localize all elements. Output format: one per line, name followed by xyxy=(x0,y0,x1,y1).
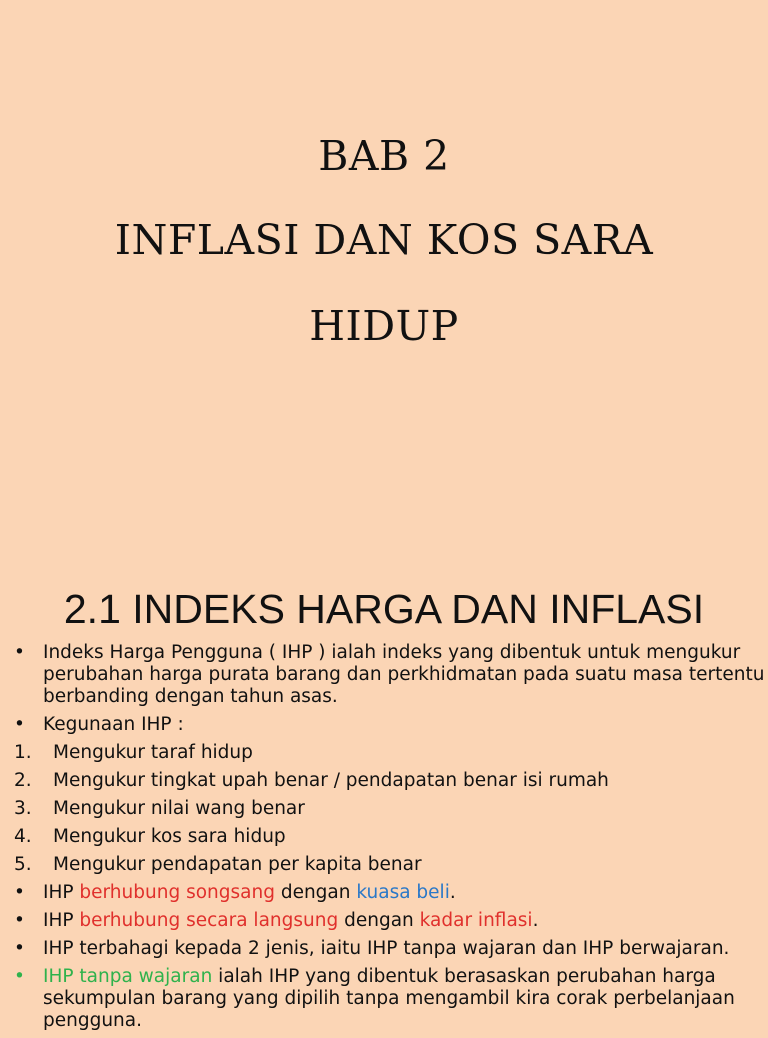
numbered-item xyxy=(0,742,768,764)
item-number: 2. xyxy=(14,770,32,791)
text-plain: dengan xyxy=(274,882,357,903)
numbered-item xyxy=(0,798,768,820)
list-item-text: IHP terbahagi kepada 2 jenis, iaitu IHP tanpa wajaran dan IHP berwajaran. xyxy=(43,938,730,959)
list-item xyxy=(0,966,768,1032)
text-plain: IHP xyxy=(43,882,80,903)
list-item xyxy=(0,882,768,904)
bullet-marker: • xyxy=(14,938,25,959)
content-slide xyxy=(0,560,768,1031)
list-item-text: Kegunaan IHP : xyxy=(43,714,184,735)
numbered-item xyxy=(0,826,768,848)
highlight-green: IHP tanpa wajaran xyxy=(43,966,213,987)
text-plain: ialah IHP yang dibentuk berasaskan perubahan harga sekumpulan barang yang dipilih tanpa mengambil kira corak perbelanjaan pengguna. xyxy=(43,966,735,1031)
highlight-red: kadar inflasi xyxy=(419,910,533,931)
text-plain: . xyxy=(532,910,539,931)
list-item xyxy=(0,714,768,736)
numbered-item-text: Mengukur tingkat upah benar / pendapatan benar isi rumah xyxy=(53,770,609,791)
numbered-item-text: Mengukur taraf hidup xyxy=(53,742,253,763)
highlight-red: berhubung songsang xyxy=(79,882,275,903)
section-heading: 2.1 INDEKS HARGA DAN INFLASI xyxy=(63,586,705,632)
text-plain: dengan xyxy=(338,910,420,931)
numbered-item-text: Mengukur nilai wang benar xyxy=(53,798,305,819)
numbered-item-text: Mengukur pendapatan per kapita benar xyxy=(53,854,422,875)
text-plain: . xyxy=(449,882,456,903)
list-item xyxy=(0,938,768,960)
numbered-item-text: Mengukur kos sara hidup xyxy=(53,826,286,847)
list-item xyxy=(0,910,768,932)
bullet-marker: • xyxy=(14,882,25,903)
item-number: 5. xyxy=(14,854,32,875)
highlight-red: berhubung secara langsung xyxy=(79,910,339,931)
chapter-title-line2: HIDUP xyxy=(309,302,459,350)
text-plain: IHP xyxy=(43,910,80,931)
bullet-marker: • xyxy=(14,714,25,735)
bullet-list xyxy=(0,642,768,1038)
bullet-marker: • xyxy=(14,910,25,931)
item-number: 4. xyxy=(14,826,32,847)
bullet-marker: • xyxy=(14,642,25,663)
numbered-item xyxy=(0,854,768,876)
highlight-blue: kuasa beli xyxy=(356,882,450,903)
chapter-title-line1: INFLASI DAN KOS SARA xyxy=(114,216,654,264)
list-item xyxy=(0,642,768,708)
item-number: 3. xyxy=(14,798,32,819)
bullet-marker: • xyxy=(14,966,25,987)
chapter-label: BAB 2 xyxy=(318,132,450,180)
list-item-text: Indeks Harga Pengguna ( IHP ) ialah indeks yang dibentuk untuk mengukur perubahan harga purata barang dan perkhidmatan pada suatu masa tertentu berbanding dengan tahun asas. xyxy=(43,642,765,707)
item-number: 1. xyxy=(14,742,32,763)
numbered-item xyxy=(0,770,768,792)
